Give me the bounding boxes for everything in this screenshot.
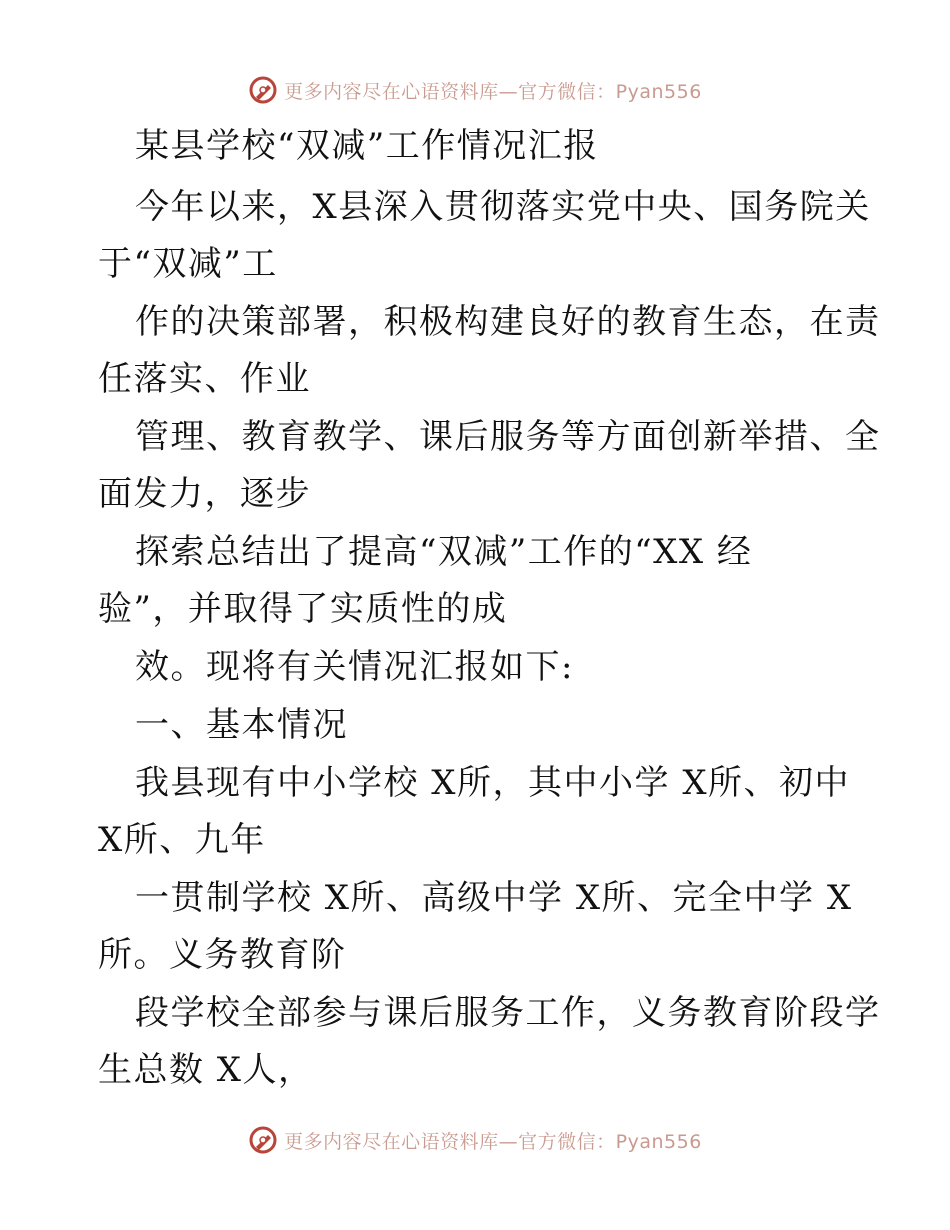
paragraph-line: 于“双减”工	[98, 244, 278, 284]
section-heading: 一、基本情况	[135, 705, 348, 745]
paragraph-line: 段学校全部参与课后服务工作，义务教育阶段学	[135, 993, 881, 1033]
document-title: 某县学校“双减”工作情况汇报	[135, 126, 599, 166]
paragraph-line: 作的决策部署，积极构建良好的教育生态，在责	[135, 302, 881, 342]
paragraph-line: 探索总结出了提高“双减”工作的“XX 经	[135, 532, 753, 572]
watermark-banner-bottom	[0, 1120, 950, 1160]
watermark-text: 更多内容尽在心语资料库—官方微信：Pyan556	[284, 80, 702, 103]
paragraph-line: 今年以来，X县深入贯彻落实党中央、国务院关	[135, 187, 871, 227]
paragraph-line: 面发力，逐步	[98, 474, 311, 514]
paragraph-line: 效。现将有关情况汇报如下:	[135, 647, 574, 687]
watermark-banner-top	[0, 70, 950, 110]
watermark-content	[248, 1125, 702, 1155]
pen-seal-icon	[248, 1125, 278, 1155]
paragraph-line: 验”，并取得了实质性的成	[98, 589, 508, 629]
paragraph-line: 生总数 X人，	[98, 1050, 314, 1090]
pen-seal-icon	[248, 75, 278, 105]
watermark-text: 更多内容尽在心语资料库—官方微信：Pyan556	[284, 1130, 702, 1153]
paragraph-line: 任落实、作业	[98, 359, 311, 399]
paragraph-line: X所、九年	[98, 820, 266, 860]
paragraph-line: 管理、教育教学、课后服务等方面创新举措、全	[135, 417, 881, 457]
paragraph-line: 我县现有中小学校 X所，其中小学 X所、初中	[135, 763, 851, 803]
paragraph-line: 所。义务教育阶	[98, 935, 347, 975]
watermark-content	[248, 75, 702, 105]
paragraph-line: 一贯制学校 X所、高级中学 X所、完全中学 X	[135, 878, 853, 918]
